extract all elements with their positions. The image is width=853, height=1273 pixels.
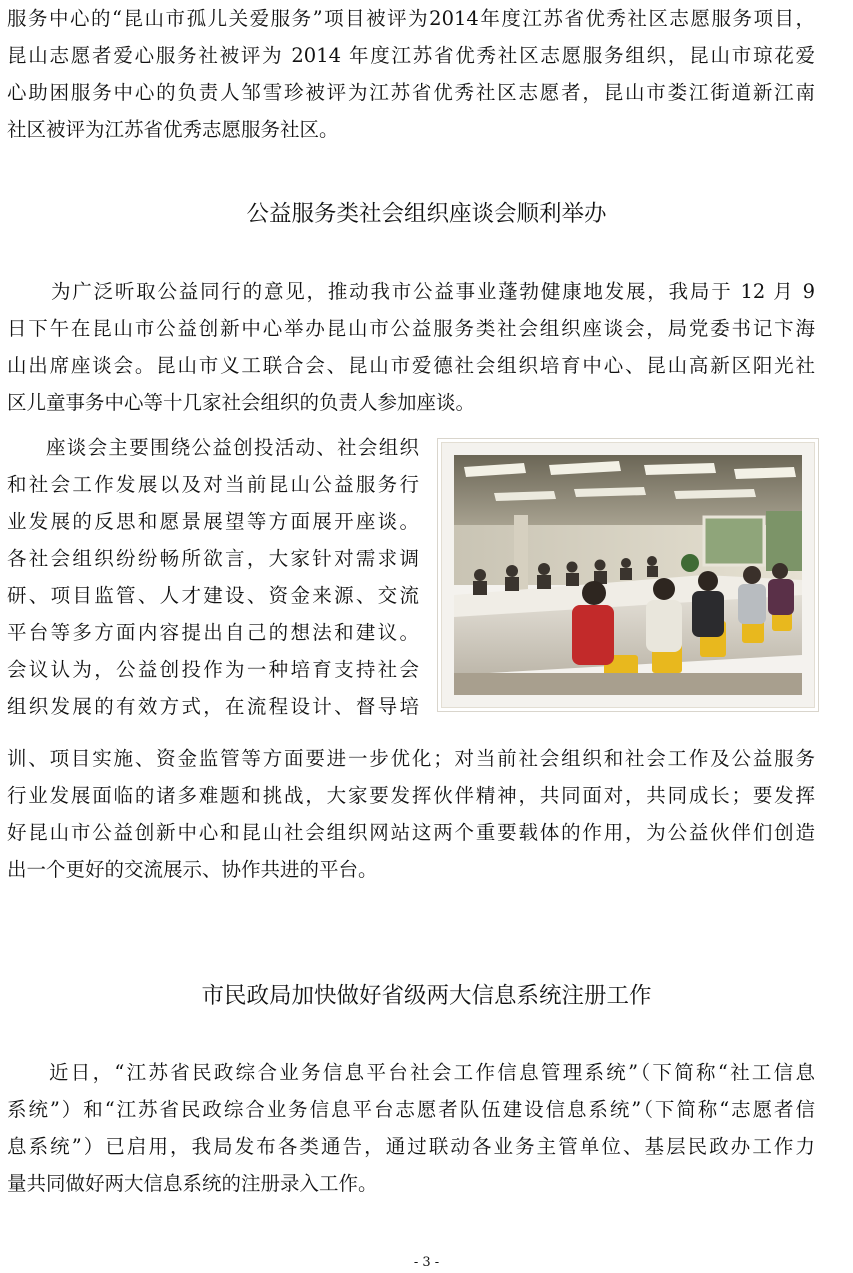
text-line: 息系统”）已启用，我局发布各类通告，通过联动各业务主管单位、基层民政办工作力 (7, 1135, 815, 1158)
text-line: 训、项目实施、资金监管等方面要进一步优化；对当前社会组织和社会工作及公益服务 (7, 747, 815, 770)
text-line: 社区被评为江苏省优秀志愿服务社区。 (7, 118, 339, 141)
text-line: 会议认为，公益创投作为一种培育支持社会 (7, 658, 419, 681)
text-line: 出一个更好的交流展示、协作共进的平台。 (7, 858, 378, 881)
text-line: 系统”）和“江苏省民政综合业务信息平台志愿者队伍建设信息系统”（下简称“志愿者信 (7, 1098, 815, 1121)
text-line: 量共同做好两大信息系统的注册录入工作。 (7, 1172, 378, 1195)
text-line: 昆山志愿者爱心服务社被评为 2014 年度江苏省优秀社区志愿服务组织，昆山市琼花爱 (7, 44, 815, 67)
text-line: 研、项目监管、人才建设、资金来源、交流 (7, 584, 419, 607)
meeting-photo-frame (437, 438, 819, 712)
section-heading: 公益服务类社会组织座谈会顺利举办 (246, 201, 607, 227)
text-line: 各社会组织纷纷畅所欲言，大家针对需求调 (7, 547, 419, 570)
text-line: 好昆山市公益创新中心和昆山社会组织网站这两个重要载体的作用，为公益伙伴们创造 (7, 821, 815, 844)
text-line: 行业发展面临的诸多难题和挑战，大家要发挥伙伴精神，共同面对，共同成长；要发挥 (7, 784, 815, 807)
text-line: 心助困服务中心的负责人邹雪珍被评为江苏省优秀社区志愿者，昆山市娄江街道新江南 (7, 81, 815, 104)
page-number: - 3 - (413, 1255, 440, 1270)
text-line: 近日，“江苏省民政综合业务信息平台社会工作信息管理系统”（下简称“社工信息 (49, 1061, 815, 1084)
text-line: 座谈会主要围绕公益创投活动、社会组织 (46, 436, 419, 459)
text-line: 平台等多方面内容提出自己的想法和建议。 (7, 621, 419, 644)
text-line: 组织发展的有效方式，在流程设计、督导培 (7, 695, 419, 718)
text-line: 和社会工作发展以及对当前昆山公益服务行 (7, 473, 419, 496)
section-heading: 市民政局加快做好省级两大信息系统注册工作 (201, 983, 652, 1009)
text-line: 山出席座谈会。昆山市义工联合会、昆山市爱德社会组织培育中心、昆山高新区阳光社 (7, 354, 815, 377)
text-line: 为广泛听取公益同行的意见，推动我市公益事业蓬勃健康地发展，我局于 12 月 9 (51, 280, 815, 303)
text-line: 服务中心的“昆山市孤儿关爱服务”项目被评为2014年度江苏省优秀社区志愿服务项目， (7, 7, 815, 30)
text-line: 业发展的反思和愿景展望等方面展开座谈。 (7, 510, 419, 533)
text-line: 区儿童事务中心等十几家社会组织的负责人参加座谈。 (7, 391, 476, 414)
text-line: 日下午在昆山市公益创新中心举办昆山市公益服务类社会组织座谈会，局党委书记卞海 (7, 317, 815, 340)
meeting-photo (454, 455, 802, 695)
